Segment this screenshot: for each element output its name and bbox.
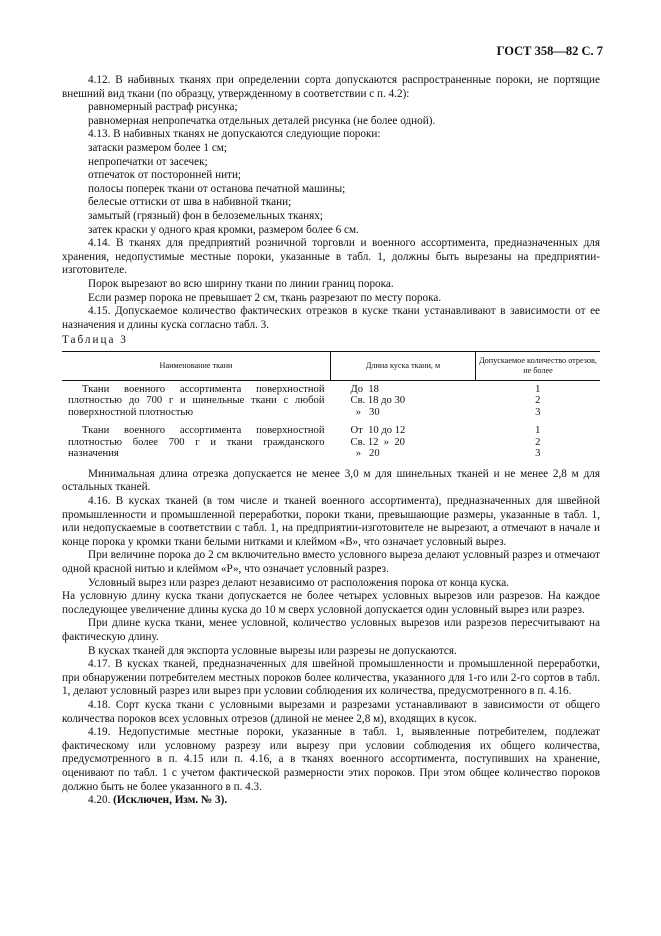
table-row <box>62 380 600 422</box>
table-row <box>62 422 600 464</box>
page-header: ГОСТ 358—82 С. 7 <box>496 44 603 58</box>
column-header-length: Длина куска ткани, м <box>331 351 476 380</box>
paragraph-bold-text: (Исключен, Изм. № 3). <box>113 794 228 807</box>
table-label: Таблица 3 <box>62 334 128 347</box>
paragraph-4-13: 4.13. В набивных тканях не допускаются следующие пороки: <box>88 128 381 141</box>
paragraph-4-17: 4.17. В кусках тканей, предназначенных для швейной промышленности и промышленной переработки, при обнаружении потребителем местных пороков более количества, указанного для 1-го или 2-го сортов в табл. 1, делают условный разрез или вырез при условии соблюдения их количества, предусмотренного в п. 4.16. <box>62 658 600 698</box>
paragraph-number: 4.20. <box>88 794 111 807</box>
paragraph: При величине порока до 2 см включительно вместо условного выреза делают условный разрез и отмечают одной красной нитью и клеймом «Р», что означает условный разрез. <box>62 549 600 576</box>
paragraph: Порок вырезают во всю ширину ткани по линии границ порока. <box>88 277 394 290</box>
table-cell-count: 1 2 3 <box>535 383 541 418</box>
list-item: непропечатки от засечек; <box>88 155 208 168</box>
table-cell-name: Ткани военного ассортимента поверхностной плотностью до 700 г и шинельные ткани с любой поверхностной плотностью <box>68 383 325 418</box>
paragraph: В кусках тканей для экспорта условные вырезы или разрезы не допускаются. <box>88 644 457 657</box>
list-item: затаски размером более 1 см; <box>88 141 227 154</box>
list-item: белесые оттиски от шва в набивной ткани; <box>88 196 292 209</box>
paragraph: Если размер порока не превышает 2 см, ткань разрезают по месту порока. <box>88 291 442 304</box>
list-item: равномерный растраф рисунка; <box>88 101 238 114</box>
paragraph: На условную длину куска ткани допускается не более четырех условных вырезов или разрезов. На каждое последующее увеличение длины куска до 10 м сверх условной допускается один условный вырез или разрез. <box>62 590 600 616</box>
paragraph-4-12: 4.12. В набивных тканях при определении сорта допускаются распространенные пороки, не портящие внешний вид ткани (по образцу, утвержденному в соответствии с п. 4.2): <box>62 74 600 100</box>
list-item: отпечаток от посторонней нити; <box>88 169 242 182</box>
paragraph-4-16: 4.16. В кусках тканей (в том числе и тканей военного ассортимента), предназначенных для швейной промышленности и промышленной переработки, пороки ткани, превышающие размеры, указанные в табл. 1, или недопускаемые в соответствии с табл. 1, на предприятии-изготовителе не вырезают, а отмечают в начале и конце порока у кромки ткани белыми нитками и клеймом «В», что означает условный вырез. <box>62 495 600 548</box>
column-header-count: Допускаемое количество отрезов, не более <box>476 351 601 380</box>
paragraph-4-15: 4.15. Допускаемое количество фактических отрезков в куске ткани устанавливают в зависимости от ее назначения и длины куска согласно табл. 3. <box>62 305 600 331</box>
paragraph: Минимальная длина отрезка допускается не менее 3,0 м для шинельных тканей и не менее 2,8 м для остальных тканей. <box>62 467 600 494</box>
table-3 <box>62 351 600 464</box>
paragraph-4-18: 4.18. Сорт куска ткани с условными вырезами и разрезами устанавливают в зависимости от общего количества пороков всех условных отрезов (длиной не менее 2,8 м), входящих в кусок. <box>62 698 600 725</box>
list-item: полосы поперек ткани от останова печатной машины; <box>88 182 346 195</box>
table-cell-count: 1 2 3 <box>535 425 541 460</box>
table-header-row <box>62 351 600 380</box>
paragraph-4-14: 4.14. В тканях для предприятий розничной торговли и военного ассортимента, предназначенных для хранения, недопустимые местные пороки, указанные в табл. 1, должны быть вырезаны на предприятии-изготовителе. <box>62 237 600 277</box>
list-item: равномерная непропечатка отдельных деталей рисунка (не более одной). <box>88 114 436 127</box>
paragraph: При длине куска ткани, менее условной, количество условных вырезов или разрезов пересчитывают на фактическую длину. <box>62 617 600 643</box>
paragraph-4-19: 4.19. Недопустимые местные пороки, указанные в табл. 1, выявленные потребителем, подлежат фактическому или условному разрезу или вырезу при условии соблюдения их общего количества, предусмотренного в п. 4.15 или п. 4.16, а в тканях военного ассортимента, поступивших на хранение, оценивают по табл. 1 с учетом фактической размерности этих пороков. При этом общее количество пороков должно быть не более указанного в п. 4.3. <box>62 726 600 793</box>
body-text <box>62 74 600 808</box>
list-item: затек краски у одного края кромки, размером более 6 см. <box>88 223 359 236</box>
paragraph: Условный вырез или разрез делают независимо от расположения порока от конца куска. <box>88 576 509 589</box>
column-header-name: Наименование ткани <box>62 351 331 380</box>
table-cell-length: От 10 до 12 Св. 12 » 20 » 20 <box>350 425 406 460</box>
table-cell-length: До 18 Св. 18 до 30 » 30 <box>350 383 406 418</box>
paragraph-4-20 <box>62 794 600 808</box>
table-cell-name: Ткани военного ассортимента поверхностной плотностью более 700 г и ткани гражданского назначения <box>68 425 325 460</box>
list-item: замытый (грязный) фон в белоземельных тканях; <box>88 209 324 222</box>
